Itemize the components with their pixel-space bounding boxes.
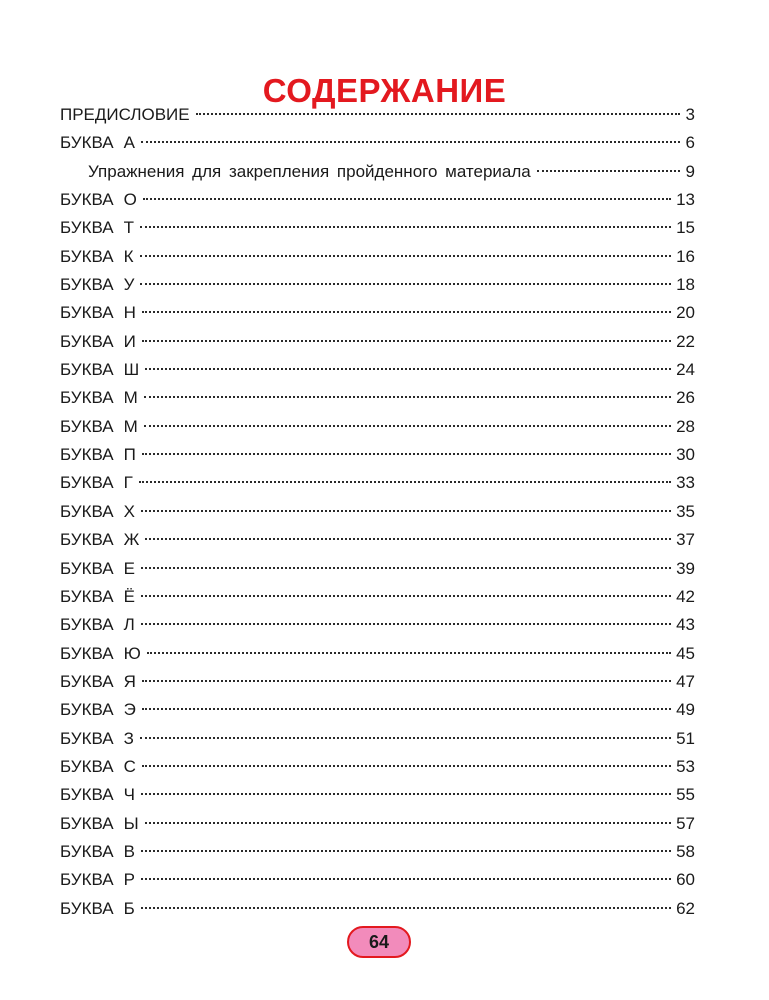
toc-page-number: 28 <box>676 416 695 436</box>
dot-leader <box>144 425 671 427</box>
toc-page-number: 55 <box>676 785 695 805</box>
toc-entry-title <box>60 441 136 469</box>
toc-entry <box>60 611 695 639</box>
toc-entry-label: БУКВА <box>60 501 114 521</box>
dot-leader <box>140 226 671 228</box>
toc-entry-letter: М <box>123 416 138 436</box>
toc-entry-title <box>60 810 139 838</box>
toc-entry-label: БУКВА <box>60 473 114 493</box>
toc-entry-label: БУКВА <box>60 246 114 266</box>
toc-entry-title <box>60 498 135 526</box>
toc-entry-label: БУКВА <box>60 445 114 465</box>
toc-entry <box>60 186 695 214</box>
toc-page-number: 62 <box>676 898 695 918</box>
toc-entry-letter: А <box>123 133 135 153</box>
toc-entry-label: БУКВА <box>60 700 114 720</box>
dot-leader <box>141 907 671 909</box>
toc-entry-title <box>60 555 135 583</box>
toc-page-number: 35 <box>676 501 695 521</box>
dot-leader <box>145 368 671 370</box>
toc-entry-label: БУКВА <box>60 813 114 833</box>
toc-entry-title <box>60 753 136 781</box>
toc-entry <box>60 526 695 554</box>
dot-leader <box>141 793 671 795</box>
dot-leader <box>141 567 671 569</box>
toc-page-number: 60 <box>676 870 695 890</box>
toc-entry-title <box>60 243 134 271</box>
dot-leader <box>147 652 671 654</box>
toc-entry-title <box>60 271 134 299</box>
toc-entry-letter: Е <box>123 558 135 578</box>
toc-entry <box>60 101 695 129</box>
toc-entry-letter: И <box>123 331 136 351</box>
toc-entry <box>60 696 695 724</box>
toc-entry-title <box>60 186 137 214</box>
toc-page-number: 42 <box>676 586 695 606</box>
toc-entry-title <box>60 101 190 129</box>
toc-entry <box>60 668 695 696</box>
toc-entry <box>60 271 695 299</box>
dot-leader <box>145 822 671 824</box>
toc-page-number: 26 <box>676 388 695 408</box>
toc-entry-label: БУКВА <box>60 190 114 210</box>
toc-entry-label: БУКВА <box>60 558 114 578</box>
toc-page-number: 22 <box>676 331 695 351</box>
page-number-badge: 64 <box>347 926 411 958</box>
toc-entry <box>60 469 695 497</box>
toc-entry <box>60 753 695 781</box>
dot-leader <box>142 453 671 455</box>
toc-entry-label: БУКВА <box>60 728 114 748</box>
toc-entry-title <box>60 384 138 412</box>
page-title: СОДЕРЖАНИЕ <box>262 72 507 110</box>
toc-entry-title <box>60 640 141 668</box>
toc-entry-title <box>60 214 134 242</box>
toc-page-number: 39 <box>676 558 695 578</box>
toc-subentry <box>60 158 695 186</box>
toc-entry <box>60 866 695 894</box>
toc-entry-title <box>60 526 139 554</box>
dot-leader <box>142 708 671 710</box>
toc-entry-label: БУКВА <box>60 275 114 295</box>
toc-entry-letter: К <box>123 246 134 266</box>
toc-entry-label: БУКВА <box>60 360 114 380</box>
toc-entry-letter: Б <box>123 898 135 918</box>
toc-entry-label: БУКВА <box>60 671 114 691</box>
dot-leader <box>196 113 680 115</box>
toc-entry-title <box>60 838 135 866</box>
toc-page-number: 24 <box>676 360 695 380</box>
toc-entry-label: БУКВА <box>60 303 114 323</box>
toc-entry-letter: Э <box>123 700 136 720</box>
toc-page-number: 53 <box>676 756 695 776</box>
toc-page-number: 6 <box>685 133 695 153</box>
toc-entry-label: БУКВА <box>60 785 114 805</box>
toc-entry-letter: Ч <box>123 785 135 805</box>
dot-leader <box>140 255 672 257</box>
toc-page-number: 13 <box>676 190 695 210</box>
toc-entry <box>60 328 695 356</box>
toc-entry-letter: Г <box>123 473 133 493</box>
dot-leader <box>141 141 680 143</box>
toc-entry-letter: Я <box>123 671 136 691</box>
toc-page-number: 16 <box>676 246 695 266</box>
dot-leader <box>142 765 671 767</box>
toc-entry <box>60 384 695 412</box>
dot-leader <box>141 595 671 597</box>
toc-entry-letter: Р <box>123 870 135 890</box>
dot-leader <box>142 680 671 682</box>
toc-entry-title <box>60 668 136 696</box>
toc-page-number: 30 <box>676 445 695 465</box>
toc-entry-label: БУКВА <box>60 331 114 351</box>
toc-entry <box>60 356 695 384</box>
toc-entry <box>60 214 695 242</box>
toc-entry-title <box>60 611 135 639</box>
dot-leader <box>142 311 671 313</box>
toc-entry-title <box>60 413 138 441</box>
toc-page-number: 3 <box>685 105 695 124</box>
toc-page-number: 18 <box>676 275 695 295</box>
toc-entry-label: Упражнения для закрепления пройденного материала <box>88 161 531 181</box>
toc-entry-letter: Т <box>123 218 134 238</box>
toc-page-number: 9 <box>685 161 695 181</box>
toc-page-number: 49 <box>676 700 695 720</box>
toc-entry-label: БУКВА <box>60 841 114 861</box>
toc-entry-letter: Ю <box>123 643 141 663</box>
dot-leader <box>140 737 671 739</box>
toc-entry <box>60 299 695 327</box>
toc-page-number: 57 <box>676 813 695 833</box>
toc-entry <box>60 583 695 611</box>
toc-entry-letter: М <box>123 388 138 408</box>
dot-leader <box>141 850 671 852</box>
toc-entry-letter: У <box>123 275 135 295</box>
toc-entry-letter: Ы <box>123 813 139 833</box>
toc-entry-label: БУКВА <box>60 870 114 890</box>
toc-entry-letter: З <box>123 728 134 748</box>
toc-entry-letter: Ё <box>123 586 135 606</box>
toc-entry-title <box>60 895 135 923</box>
toc-entry <box>60 838 695 866</box>
toc-entry-title <box>60 583 135 611</box>
toc-entry <box>60 725 695 753</box>
toc-entry <box>60 441 695 469</box>
toc-entry <box>60 413 695 441</box>
dot-leader <box>144 396 671 398</box>
toc-entry-title <box>60 356 139 384</box>
toc-page-number: 15 <box>676 218 695 238</box>
toc-page-number: 45 <box>676 643 695 663</box>
toc-entry-label: БУКВА <box>60 643 114 663</box>
toc-entry <box>60 810 695 838</box>
toc-entry-label: ПРЕДИСЛОВИЕ <box>60 105 190 124</box>
toc-entry-letter: В <box>123 841 135 861</box>
toc-entry-title <box>60 866 135 894</box>
toc-entry-label: БУКВА <box>60 218 114 238</box>
toc-entry <box>60 640 695 668</box>
dot-leader <box>141 623 671 625</box>
toc-entry-label: БУКВА <box>60 898 114 918</box>
toc-page-number: 20 <box>676 303 695 323</box>
toc-entry <box>60 243 695 271</box>
toc-entry-letter: Ш <box>123 360 140 380</box>
toc-entry-title <box>60 328 136 356</box>
toc-page-number: 51 <box>676 728 695 748</box>
toc-entry-title <box>60 299 136 327</box>
toc-entry-label: БУКВА <box>60 756 114 776</box>
toc-page-number: 37 <box>676 530 695 550</box>
toc-entry-letter: О <box>123 190 137 210</box>
toc-entry-title <box>60 469 133 497</box>
toc-entry-label: БУКВА <box>60 133 114 153</box>
toc-entry-letter: Н <box>123 303 136 323</box>
toc-entry <box>60 129 695 157</box>
toc-entry-title <box>60 696 136 724</box>
toc-entry <box>60 555 695 583</box>
dot-leader <box>142 340 671 342</box>
toc-entry-title <box>60 158 531 186</box>
toc-entry <box>60 895 695 923</box>
toc-entry-letter: Л <box>123 615 135 635</box>
dot-leader <box>145 538 671 540</box>
dot-leader <box>139 481 671 483</box>
toc-entry-label: БУКВА <box>60 615 114 635</box>
toc-entry-title <box>60 781 135 809</box>
toc-entry-title <box>60 725 134 753</box>
toc-page-number: 43 <box>676 615 695 635</box>
toc-entry-label: БУКВА <box>60 388 114 408</box>
toc-entry-letter: П <box>123 445 136 465</box>
table-of-contents <box>60 101 695 923</box>
toc-page-number: 47 <box>676 671 695 691</box>
dot-leader <box>141 878 671 880</box>
toc-entry-letter: Х <box>123 501 135 521</box>
toc-page-number: 58 <box>676 841 695 861</box>
dot-leader <box>141 510 671 512</box>
toc-entry-label: БУКВА <box>60 530 114 550</box>
dot-leader <box>537 170 680 172</box>
toc-entry-label: БУКВА <box>60 416 114 436</box>
toc-page-number: 33 <box>676 473 695 493</box>
toc-entry <box>60 498 695 526</box>
toc-entry-letter: Ж <box>123 530 140 550</box>
toc-entry <box>60 781 695 809</box>
dot-leader <box>140 283 671 285</box>
toc-entry-title <box>60 129 135 157</box>
dot-leader <box>143 198 671 200</box>
toc-entry-letter: С <box>123 756 136 776</box>
toc-entry-label: БУКВА <box>60 586 114 606</box>
